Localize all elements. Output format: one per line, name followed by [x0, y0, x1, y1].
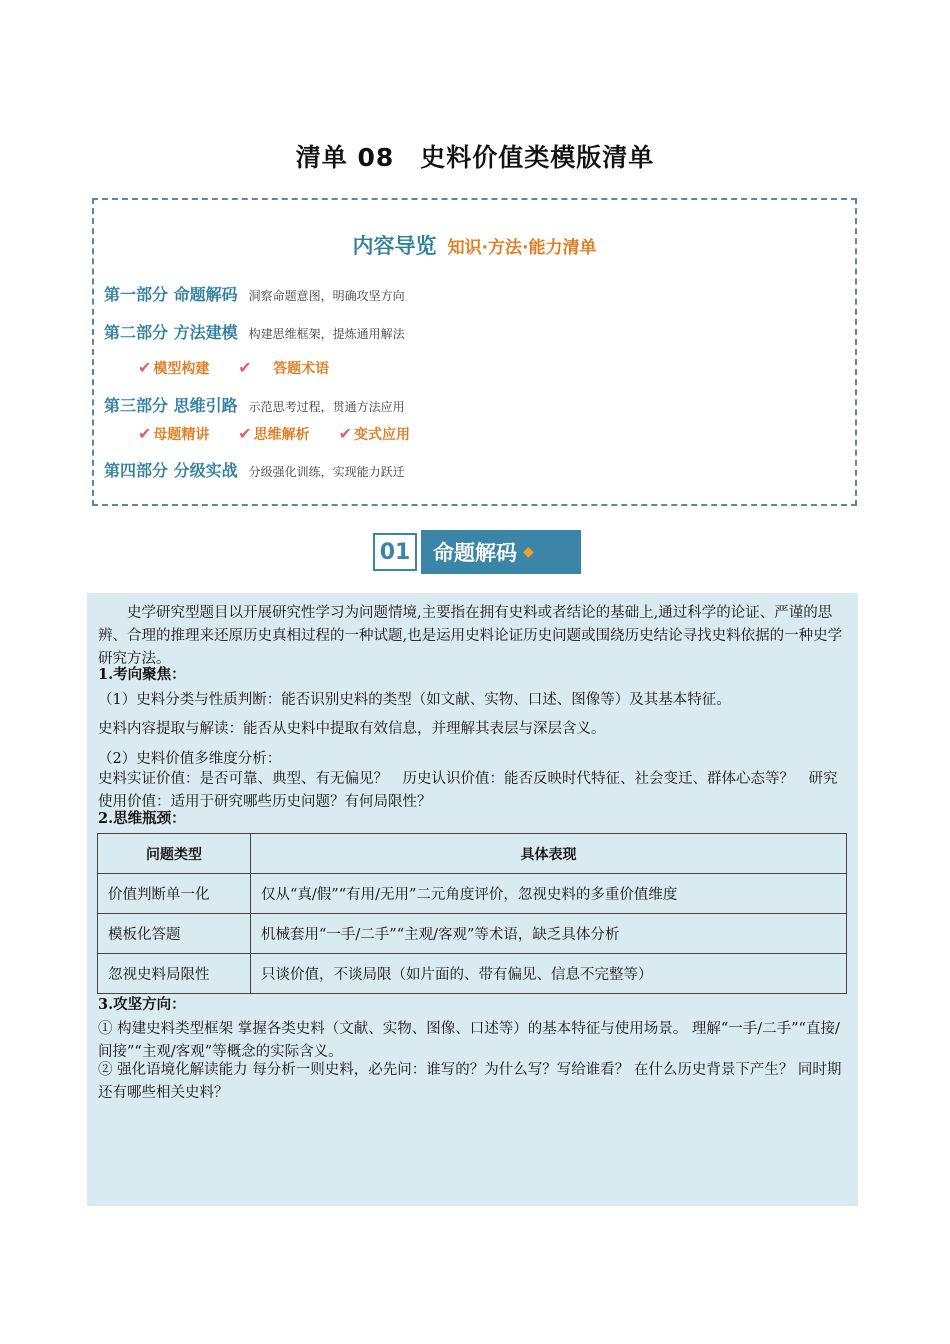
bottleneck-table — [97, 833, 847, 994]
check-icon: ✔ — [138, 358, 152, 377]
guide-checks-part-3 — [138, 424, 434, 444]
check-icon: ✔ — [338, 424, 352, 443]
part-title: 第二部分 方法建模 — [104, 323, 238, 342]
focus-item-4: 史料实证价值：是否可靠、典型、有无偏见？ 历史认识价值：能否反映时代特征、社会变迁、群体心态等？ 研究使用价值：适用于研究哪些历史问题？有何局限性？ — [98, 771, 838, 810]
direction-item-2: ② 强化语境化解读能力 每分析一则史料，必先问：谁写的？为什么写？写给谁看？ 在什么历史背景下产生？ 同时期还有哪些相关史料？ — [98, 1062, 842, 1101]
part-desc: 分级强化训练，实现能力跃迁 — [248, 465, 405, 479]
check-item — [238, 358, 329, 378]
table-row — [98, 874, 847, 914]
check-label: 变式应用 — [353, 427, 410, 443]
check-icon: ✔ — [238, 358, 252, 377]
focus-item-2: 史料内容提取与解读：能否从史料中提取有效信息，并理解其表层与深层含义。 — [98, 721, 606, 737]
heading-focus: 1.考向聚焦： — [98, 666, 186, 683]
focus-item-3: （2）史料价值多维度分析： — [98, 751, 282, 767]
guide-title: 内容导览 — [352, 234, 437, 258]
table-cell: 只谈价值，不谈局限（如片面的、带有偏见、信息不完整等） — [251, 954, 847, 994]
guide-part-2 — [104, 320, 405, 343]
check-label: 母题精讲 — [153, 427, 210, 443]
table-header: 问题类型 — [98, 834, 251, 874]
section-number: 01 — [373, 533, 417, 571]
part-title: 第四部分 分级实战 — [104, 461, 238, 480]
page-title: 清单 08 史料价值类模版清单 — [295, 143, 655, 172]
guide-part-3 — [104, 393, 405, 416]
intro-paragraph: 史学研究型题目以开展研究性学习为问题情境,主要指在拥有史料或者结论的基础上,通过科学的论证、严谨的思辨、合理的推理来还原历史真相过程的一种试题,也是运用史料论证历史问题或围绕历史结论寻找史料依据的一种史学研究方法。 — [98, 605, 843, 667]
table-cell: 忽视史料局限性 — [98, 954, 251, 994]
guide-subtitle: 知识·方法·能力清单 — [447, 238, 597, 258]
heading-direction: 3.攻坚方向： — [98, 996, 186, 1013]
heading-bottleneck: 2.思维瓶颈： — [98, 810, 186, 827]
part-title: 第三部分 思维引路 — [104, 396, 238, 415]
guide-checks-part-2 — [138, 358, 353, 378]
check-item — [238, 424, 309, 444]
guide-part-4 — [104, 458, 405, 481]
guide-part-1 — [104, 282, 405, 305]
table-header: 具体表现 — [251, 834, 847, 874]
check-item — [138, 424, 209, 444]
diamond-icon: ◆ — [523, 544, 534, 560]
check-label: 答题术语 — [273, 361, 330, 377]
part-title: 第一部分 命题解码 — [104, 285, 238, 304]
check-item — [138, 358, 209, 378]
content-panel — [87, 593, 858, 1206]
table-cell: 模板化答题 — [98, 914, 251, 954]
table-cell: 价值判断单一化 — [98, 874, 251, 914]
part-desc: 示范思考过程，贯通方法应用 — [248, 400, 405, 414]
guide-header — [94, 230, 855, 260]
part-desc: 洞察命题意图，明确攻坚方向 — [248, 289, 405, 303]
table-row — [98, 914, 847, 954]
table-cell: 机械套用“一手/二手”“主观/客观”等术语，缺乏具体分析 — [251, 914, 847, 954]
focus-item-1: （1）史料分类与性质判断：能否识别史料的类型（如文献、实物、口述、图像等）及其基本特征。 — [98, 692, 731, 708]
check-icon: ✔ — [238, 424, 252, 443]
part-desc: 构建思维框架，提炼通用解法 — [248, 327, 405, 341]
direction-item-1: ① 构建史料类型框架 掌握各类史料（文献、实物、图像、口述等）的基本特征与使用场景。 理解“一手/二手”“直接/间接”“主观/客观”等概念的实际含义。 — [98, 1021, 840, 1060]
check-label: 思维解析 — [253, 427, 310, 443]
content-guide-box — [92, 198, 857, 506]
section-label: 命题解码 — [433, 541, 517, 565]
section-label-box — [421, 530, 581, 574]
check-item — [339, 424, 410, 444]
table-cell: 仅从“真/假”“有用/无用”二元角度评价，忽视史料的多重价值维度 — [251, 874, 847, 914]
table-header-row — [98, 834, 847, 874]
check-label: 模型构建 — [153, 361, 210, 377]
check-icon: ✔ — [138, 424, 152, 443]
table-row — [98, 954, 847, 994]
section-badge — [373, 530, 581, 574]
